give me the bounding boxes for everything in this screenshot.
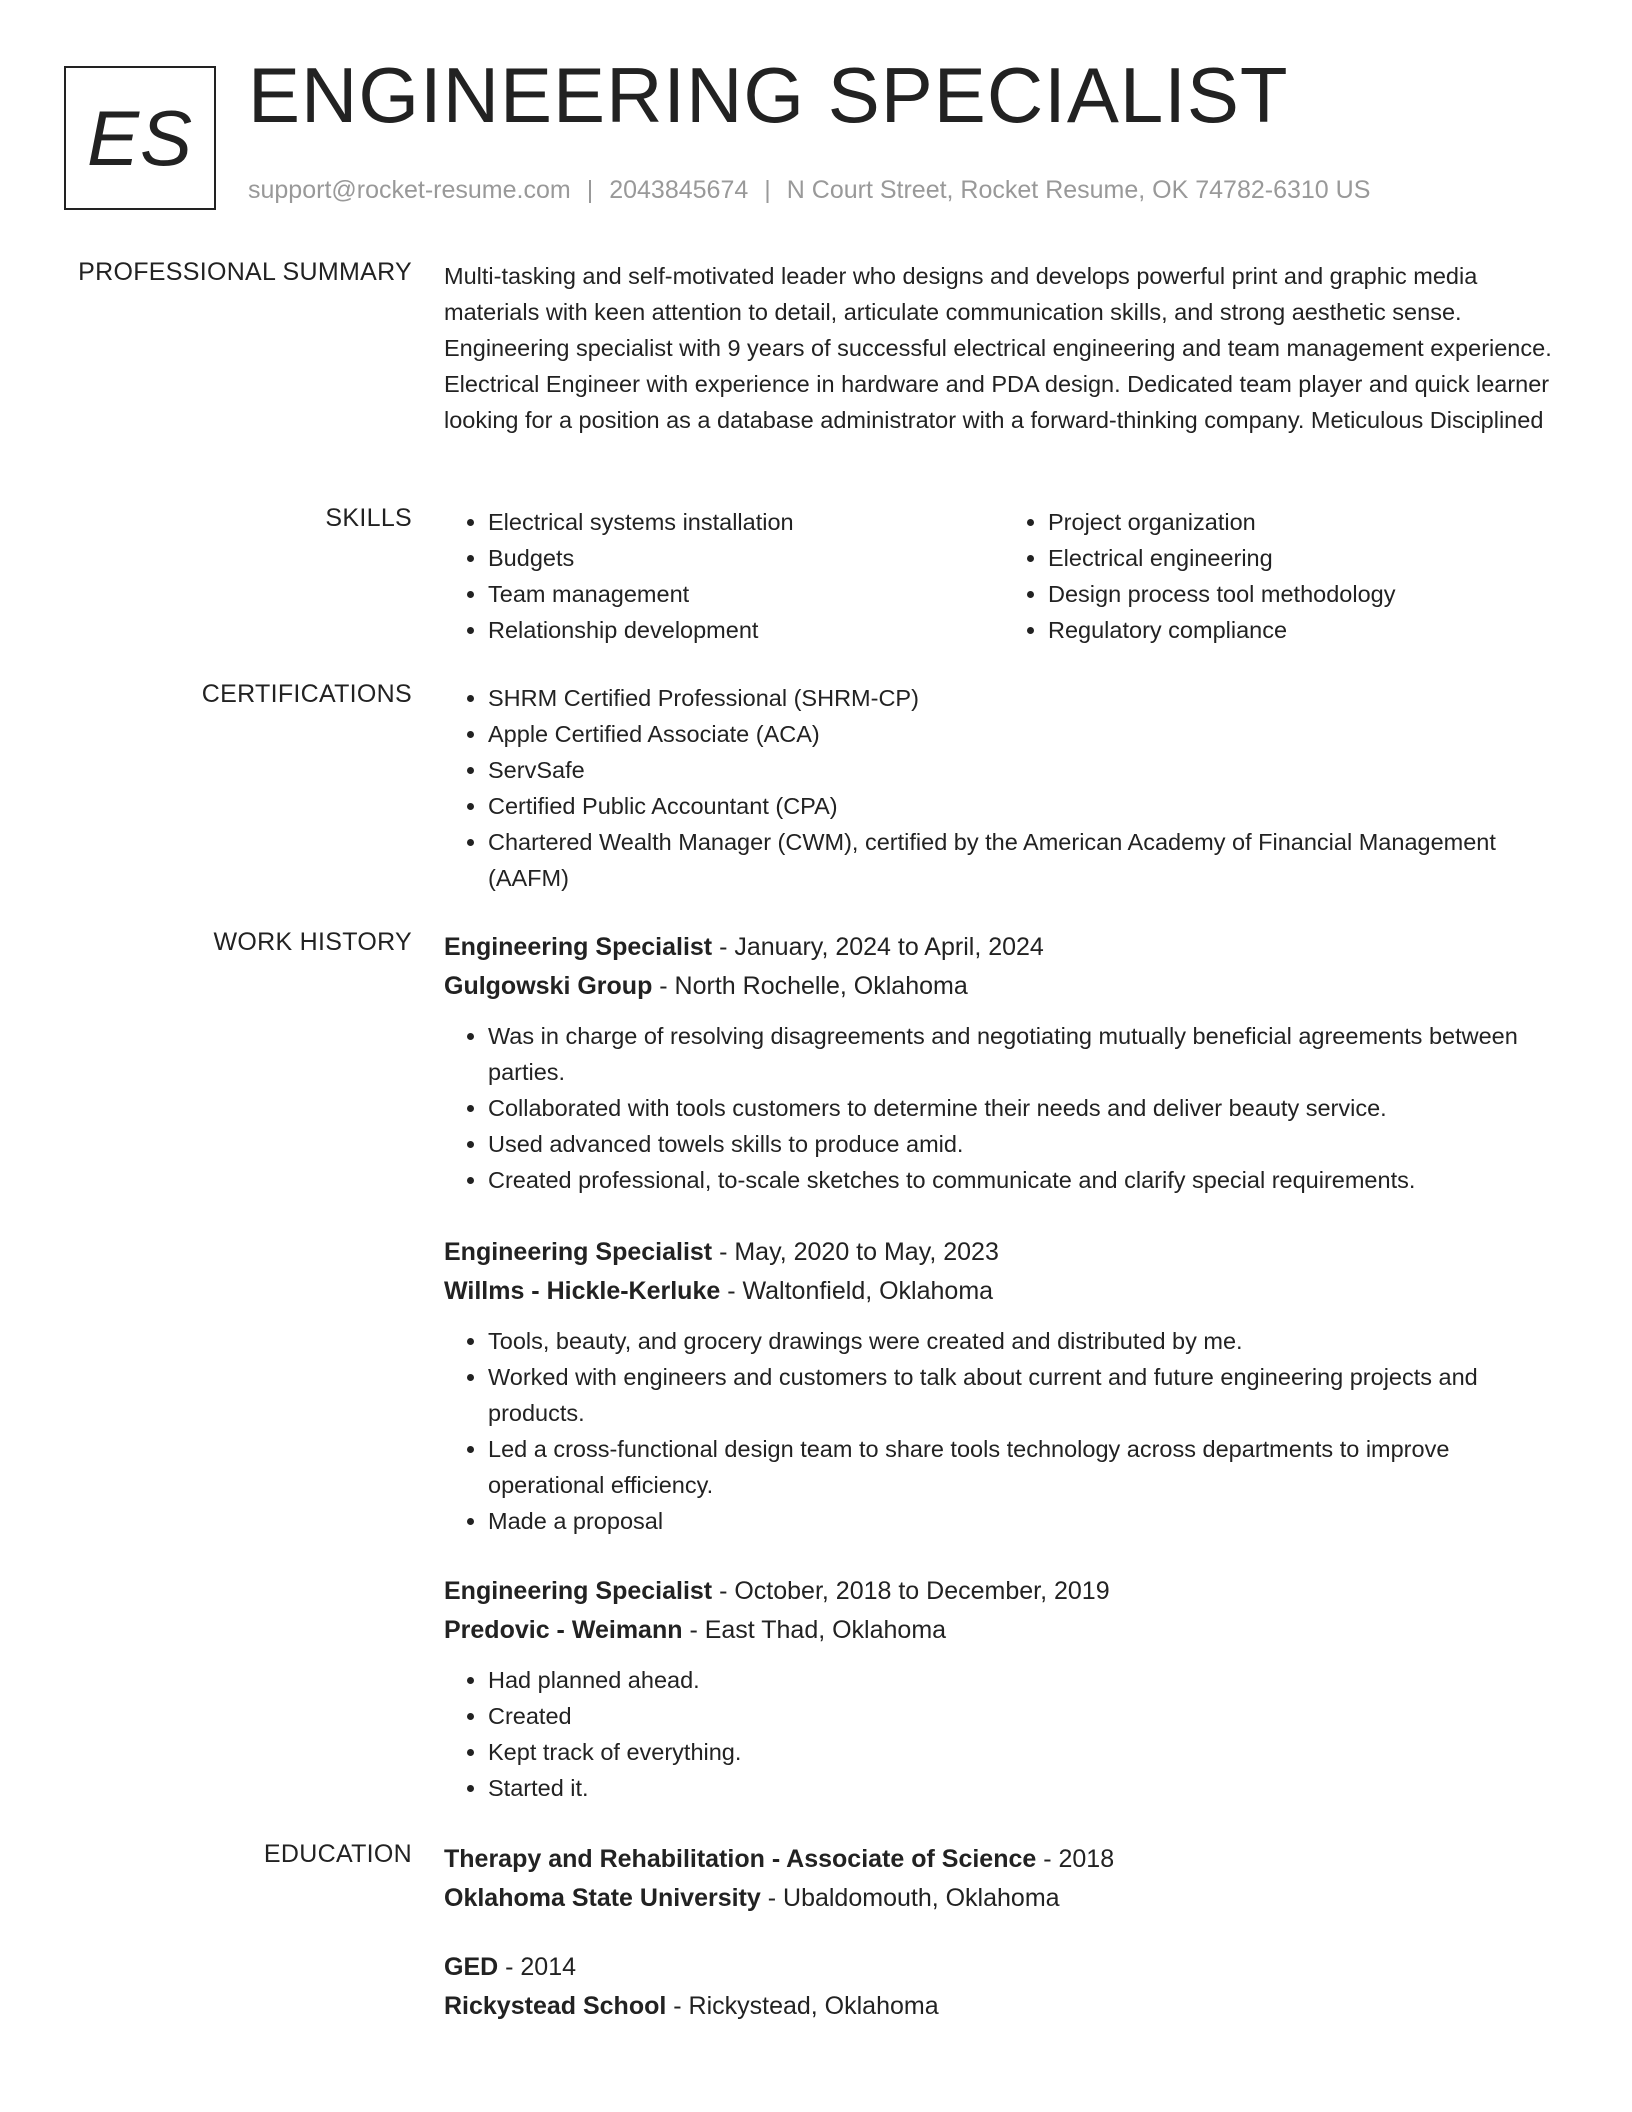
certifications-content [444, 680, 1564, 896]
job-title-line [444, 928, 1564, 967]
degree-name: Therapy and Rehabilitation - Associate of Science [444, 1845, 1037, 1873]
degree-line [444, 1840, 1564, 1879]
skill-item: • Relationship development [488, 612, 1004, 648]
skills-columns [444, 504, 1564, 648]
certifications-list [444, 680, 1564, 896]
company-name: Gulgowski Group [444, 972, 653, 1000]
skills-list-right [1004, 504, 1564, 648]
school-name: Rickystead School [444, 1992, 667, 2020]
job-dates: - October, 2018 to December, 2019 [712, 1577, 1110, 1605]
job-entry [444, 928, 1564, 1198]
education-entry [444, 1948, 1564, 2026]
address: N Court Street, Rocket Resume, OK 74782-6310 US [786, 176, 1371, 204]
school-location: - Ubaldomouth, Oklahoma [760, 1884, 1060, 1912]
company-line [444, 967, 1564, 1006]
monogram-badge: ES [64, 66, 216, 210]
school-location: - Rickystead, Oklahoma [666, 1992, 939, 2020]
company-line [444, 1272, 1564, 1311]
job-bullet: • Created professional, to-scale sketches to communicate and clarify special requirements. [488, 1162, 1564, 1198]
job-bullet: • Used advanced towels skills to produce amid. [488, 1126, 1564, 1162]
job-title-line [444, 1572, 1564, 1611]
summary-text: Multi-tasking and self-motivated leader who designs and develops powerful print and graphic media materials with keen attention to detail, articulate communication skills, and strong aesthetic sense. Engineering specialist with 9 years of successful electrical engineering and team management experience. Electrical Engineer with experience in hardware and PDA design. Dedicated team player and quick learner looking for a position as a database administrator with a forward-thinking company. Meticulous Disciplined [444, 263, 1552, 433]
contact-separator: | [586, 176, 594, 204]
section-heading: CERTIFICATIONS [201, 680, 412, 708]
skill-item: • Regulatory compliance [1048, 612, 1564, 648]
section-heading: PROFESSIONAL SUMMARY [78, 258, 412, 286]
job-title-line [444, 1233, 1564, 1272]
certification-item: • SHRM Certified Professional (SHRM-CP) [488, 680, 1564, 716]
company-name: Willms - Hickle-Kerluke [444, 1277, 721, 1305]
job-bullet-list [444, 1018, 1564, 1198]
job-bullet-list [444, 1662, 1564, 1806]
section-heading: WORK HISTORY [213, 928, 412, 956]
job-bullet: • Had planned ahead. [488, 1662, 1564, 1698]
company-location: - East Thad, Oklahoma [682, 1616, 947, 1644]
contact-line [248, 176, 1370, 205]
skill-item: • Design process tool methodology [1048, 576, 1564, 612]
degree-line [444, 1948, 1564, 1987]
skill-item: • Electrical engineering [1048, 540, 1564, 576]
job-title: Engineering Specialist [444, 933, 713, 961]
job-bullet: • Worked with engineers and customers to talk about current and future engineering projects and products. [488, 1359, 1564, 1431]
education-entry [444, 1840, 1564, 1918]
phone-number[interactable]: 2043845674 [609, 176, 749, 204]
job-dates: - January, 2024 to April, 2024 [712, 933, 1044, 961]
job-bullet: • Created [488, 1698, 1564, 1734]
school-name: Oklahoma State University [444, 1884, 761, 1912]
section-heading: EDUCATION [263, 1840, 412, 1868]
skill-item: • Project organization [1048, 504, 1564, 540]
degree-year: - 2018 [1036, 1845, 1115, 1873]
certification-item: • Certified Public Accountant (CPA) [488, 788, 1564, 824]
degree-year: - 2014 [498, 1953, 577, 1981]
job-bullet: • Led a cross-functional design team to share tools technology across departments to improve operational efficiency. [488, 1431, 1564, 1503]
candidate-name: ENGINEERING SPECIALIST [248, 51, 1289, 139]
certification-item: • Apple Certified Associate (ACA) [488, 716, 1564, 752]
job-bullet: • Started it. [488, 1770, 1564, 1806]
company-line [444, 1611, 1564, 1650]
skills-list-left [444, 504, 1004, 648]
degree-name: GED [444, 1953, 499, 1981]
school-line [444, 1879, 1564, 1918]
skill-item: • Electrical systems installation [488, 504, 1004, 540]
certification-item: • ServSafe [488, 752, 1564, 788]
job-bullet-list [444, 1323, 1564, 1539]
contact-separator: | [764, 176, 771, 204]
company-location: - Waltonfield, Oklahoma [720, 1277, 994, 1305]
email-link[interactable]: support@rocket-resume.com [248, 176, 571, 204]
job-entry [444, 1572, 1564, 1806]
job-entry [444, 1233, 1564, 1539]
certification-item: • Chartered Wealth Manager (CWM), certified by the American Academy of Financial Management (AAFM) [488, 824, 1564, 896]
company-location: - North Rochelle, Oklahoma [652, 972, 968, 1000]
section-heading: SKILLS [325, 504, 412, 532]
job-dates: - May, 2020 to May, 2023 [712, 1238, 999, 1266]
job-bullet: • Kept track of everything. [488, 1734, 1564, 1770]
company-name: Predovic - Weimann [444, 1616, 683, 1644]
school-line [444, 1987, 1564, 2026]
skill-item: • Budgets [488, 540, 1004, 576]
job-title: Engineering Specialist [444, 1238, 713, 1266]
job-bullet: • Was in charge of resolving disagreements and negotiating mutually beneficial agreements between parties. [488, 1018, 1564, 1090]
job-bullet: • Made a proposal [488, 1503, 1564, 1539]
job-bullet: • Collaborated with tools customers to determine their needs and deliver beauty service. [488, 1090, 1564, 1126]
job-title: Engineering Specialist [444, 1577, 713, 1605]
skill-item: • Team management [488, 576, 1004, 612]
job-bullet: • Tools, beauty, and grocery drawings were created and distributed by me. [488, 1323, 1564, 1359]
